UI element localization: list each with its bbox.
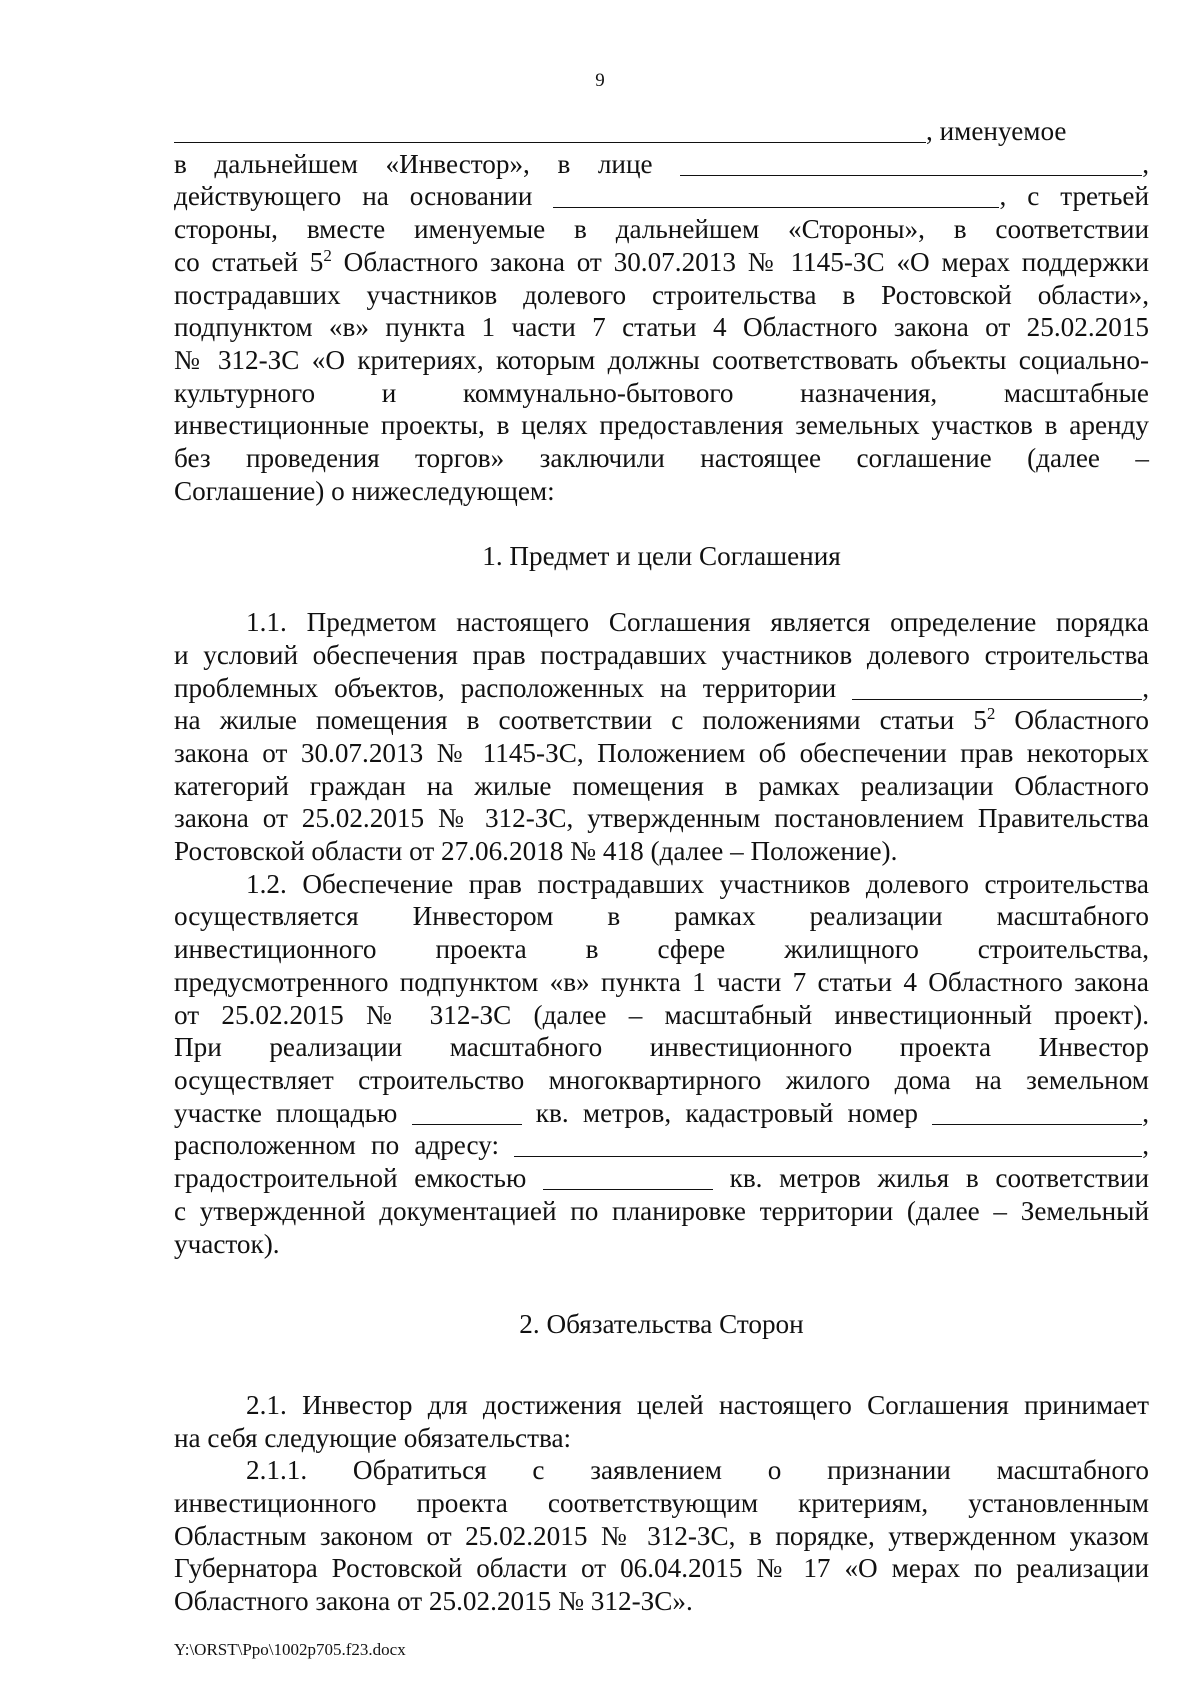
p211-line-3: Областным законом от 25.02.2015 № 312-ЗС, в порядке, утвержденном указом bbox=[174, 1520, 1149, 1551]
document-body bbox=[174, 115, 1149, 1618]
paragraph-2-1-1 bbox=[174, 1454, 1149, 1618]
p211-line-1: 2.1.1. Обратиться с заявлением о признании масштабного bbox=[246, 1455, 1149, 1486]
blank-cadastral-number bbox=[932, 1099, 1142, 1125]
p12-line-7: осуществляет строительство многоквартирного жилого дома на земельном bbox=[174, 1064, 1149, 1095]
p11-line-3: проблемных объектов, расположенных на территории , bbox=[174, 672, 1150, 703]
blank-representative bbox=[680, 150, 1142, 176]
p12-line-1: 1.2. Обеспечение прав пострадавших участников долевого строительства bbox=[246, 868, 1149, 899]
intro-line-3: действующего на основании , с третьей bbox=[174, 181, 1150, 212]
blank-basis bbox=[553, 182, 999, 208]
paragraph-2-1 bbox=[174, 1389, 1149, 1454]
p11-line-5: закона от 30.07.2013 № 1145-ЗС, Положением об обеспечении прав некоторых bbox=[174, 737, 1149, 768]
p12-line-3: инвестиционного проекта в сфере жилищного строительства, bbox=[174, 934, 1149, 965]
p12-line-10: градостроительной емкостью кв. метров жилья в соответствии bbox=[174, 1163, 1149, 1194]
p11-line-1: 1.1. Предметом настоящего Соглашения является определение порядка bbox=[246, 607, 1149, 638]
p12-line-8: участке площадью кв. метров, кадастровый номер , bbox=[174, 1097, 1149, 1128]
intro-line-4: стороны, вместе именуемые в дальнейшем «Стороны», в соответствии bbox=[174, 214, 1149, 245]
intro-line-8: № 312-ЗС «О критериях, которым должны соответствовать объекты социально- bbox=[174, 344, 1149, 375]
blank-area bbox=[412, 1099, 522, 1125]
intro-line-2: в дальнейшем «Инвестор», в лице , bbox=[174, 148, 1149, 179]
section-2-heading: 2. Обязательства Сторон bbox=[519, 1309, 804, 1340]
p21-line-1: 2.1. Инвестор для достижения целей настоящего Соглашения принимает bbox=[246, 1389, 1149, 1420]
p211-line-2: инвестиционного проекта соответствующим критериям, установленным bbox=[174, 1488, 1149, 1519]
blank-address bbox=[514, 1131, 1142, 1157]
intro-line-1: , именуемое bbox=[174, 115, 1149, 148]
intro-line-12: Соглашение) о нижеследующем: bbox=[174, 475, 555, 506]
p11-line-4: на жилые помещения в соответствии с положениями статьи $5^2$ Областного bbox=[174, 704, 1149, 736]
blank-territory bbox=[852, 674, 1142, 700]
p12-line-5: от 25.02.2015 № 312-ЗС (далее – масштабный инвестиционный проект). bbox=[174, 999, 1149, 1030]
file-path-footer: Y:\ORST\Ppo\1002p705.f23.docx bbox=[174, 1640, 406, 1659]
p211-line-5: Областного закона от 25.02.2015 № 312-ЗС». bbox=[174, 1586, 693, 1617]
p12-line-12: участок). bbox=[174, 1228, 280, 1259]
section-1-heading: 1. Предмет и цели Соглашения bbox=[482, 541, 841, 572]
intro-line-5: со статьей $5^2$ Областного закона от 30.07.2013 № 1145-ЗС «О мерах поддержки bbox=[174, 245, 1150, 277]
blank-investor-name bbox=[174, 117, 926, 143]
blank-capacity bbox=[543, 1164, 713, 1190]
intro-line-10: инвестиционные проекты, в целях предоставления земельных участков в аренду bbox=[174, 410, 1149, 441]
intro-paragraph bbox=[174, 115, 1149, 507]
paragraph-1-2 bbox=[174, 868, 1149, 1260]
p12-line-2: осуществляется Инвестором в рамках реализации масштабного bbox=[174, 901, 1149, 932]
p12-line-9: расположенном по адресу: , bbox=[174, 1130, 1150, 1161]
p11-line-2: и условий обеспечения прав пострадавших участников долевого строительства bbox=[174, 639, 1149, 670]
intro-line-9: культурного и коммунально-бытового назначения, масштабные bbox=[174, 377, 1149, 408]
p21-line-2: на себя следующие обязательства: bbox=[174, 1422, 572, 1453]
paragraph-1-1 bbox=[174, 606, 1149, 868]
intro-line-7: подпунктом «в» пункта 1 части 7 статьи 4 Областного закона от 25.02.2015 bbox=[174, 312, 1149, 343]
intro-line-6: пострадавших участников долевого строительства в Ростовской области», bbox=[174, 279, 1149, 310]
p11-line-8: Ростовской области от 27.06.2018 № 418 (далее – Положение). bbox=[174, 836, 898, 867]
p12-line-11: с утвержденной документацией по планировке территории (далее – Земельный bbox=[174, 1195, 1149, 1226]
p12-line-6: При реализации масштабного инвестиционного проекта Инвестор bbox=[174, 1032, 1149, 1063]
p11-line-6: категорий граждан на жилые помещения в рамках реализации Областного bbox=[174, 770, 1149, 801]
intro-line-11: без проведения торгов» заключили настоящее соглашение (далее – bbox=[174, 443, 1149, 474]
p211-line-4: Губернатора Ростовской области от 06.04.2015 № 17 «О мерах по реализации bbox=[174, 1553, 1149, 1584]
page-number: 9 bbox=[595, 70, 605, 91]
p12-line-4: предусмотренного подпунктом «в» пункта 1 части 7 статьи 4 Областного закона bbox=[174, 966, 1149, 997]
p11-line-7: закона от 25.02.2015 № 312-ЗС, утвержденным постановлением Правительства bbox=[174, 803, 1149, 834]
